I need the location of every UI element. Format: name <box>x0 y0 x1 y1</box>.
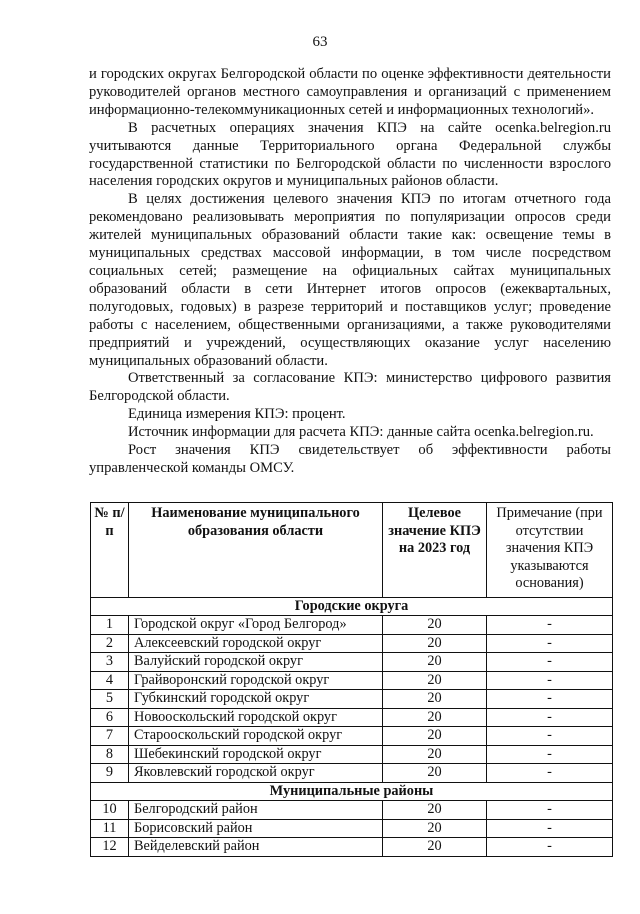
paragraph: В расчетных операциях значения КПЭ на сайте ocenka.belregion.ru учитываются данные Территориального органа Федеральной службы государственной статистики по Белгородской области по численности взрослого населения городских округов и муниципальных районов области. <box>89 119 611 190</box>
table-row <box>91 616 613 635</box>
cell-value: 20 <box>383 616 487 635</box>
cell-name: Алексеевский городской округ <box>129 634 383 653</box>
table-row <box>91 838 613 857</box>
cell-note: - <box>487 708 613 727</box>
cell-note: - <box>487 819 613 838</box>
table-row <box>91 690 613 709</box>
cell-name: Городской округ «Город Белгород» <box>129 616 383 635</box>
table-row <box>91 671 613 690</box>
body-text <box>89 66 611 478</box>
cell-name: Губкинский городской округ <box>129 690 383 709</box>
table-row <box>91 727 613 746</box>
table-row <box>91 819 613 838</box>
table-row <box>91 764 613 783</box>
cell-name: Вейделевский район <box>129 838 383 857</box>
cell-value: 20 <box>383 671 487 690</box>
section-row <box>91 782 613 801</box>
table-row <box>91 745 613 764</box>
table-body <box>91 597 613 856</box>
cell-note: - <box>487 634 613 653</box>
cell-value: 20 <box>383 690 487 709</box>
cell-value: 20 <box>383 708 487 727</box>
cell-num: 9 <box>91 764 129 783</box>
cell-value: 20 <box>383 634 487 653</box>
paragraph: Рост значения КПЭ свидетельствует об эффективности работы управленческой команды ОМСУ. <box>89 442 611 476</box>
cell-value: 20 <box>383 764 487 783</box>
cell-value: 20 <box>383 653 487 672</box>
cell-value: 20 <box>383 801 487 820</box>
cell-name: Шебекинский городской округ <box>129 745 383 764</box>
cell-value: 20 <box>383 727 487 746</box>
section-title: Муниципальные районы <box>91 782 613 801</box>
table-row <box>91 634 613 653</box>
cell-name: Яковлевский городской округ <box>129 764 383 783</box>
cell-name: Борисовский район <box>129 819 383 838</box>
cell-name: Старооскольский городской округ <box>129 727 383 746</box>
cell-num: 1 <box>91 616 129 635</box>
table-row <box>91 708 613 727</box>
cell-num: 6 <box>91 708 129 727</box>
cell-note: - <box>487 764 613 783</box>
cell-name: Белгородский район <box>129 801 383 820</box>
cell-note: - <box>487 653 613 672</box>
cell-note: - <box>487 690 613 709</box>
kpi-table <box>90 502 613 857</box>
paragraph: и городских округах Белгородской области по оценке эффективности деятельности руководителей органов местного самоуправления и организаций с применением информационно-телекоммуникационных сетей и информационных технологий». <box>89 66 611 118</box>
cell-value: 20 <box>383 838 487 857</box>
cell-note: - <box>487 727 613 746</box>
cell-value: 20 <box>383 819 487 838</box>
page-number: 63 <box>312 34 328 50</box>
cell-num: 8 <box>91 745 129 764</box>
cell-note: - <box>487 801 613 820</box>
cell-value: 20 <box>383 745 487 764</box>
cell-note: - <box>487 745 613 764</box>
table-row <box>91 801 613 820</box>
paragraph: Единица измерения КПЭ: процент. <box>128 406 346 423</box>
section-title: Городские округа <box>91 597 613 616</box>
table-header-row <box>91 503 613 598</box>
paragraph: Ответственный за согласование КПЭ: министерство цифрового развития Белгородской области. <box>89 370 611 405</box>
cell-num: 11 <box>91 819 129 838</box>
table-row <box>91 653 613 672</box>
paragraph: В целях достижения целевого значения КПЭ по итогам отчетного года рекомендовано реализовывать мероприятия по популяризации опросов среди жителей муниципальных образований области такие как: освещение темы в муниципальных средствах массовой информации, в том числе посредством социальных сетей; размещение на официальных сайтах муниципальных образований области в сети Интернет итогов опросов (ежеквартальных, полугодовых, годовых) в разрезе территорий и поставщиков услуг; проведение работы с населением, общественными организациями, а также руководителями предприятий и учреждений, осуществляющих оказание услуг населению муниципальных образований области. <box>89 191 611 369</box>
cell-num: 5 <box>91 690 129 709</box>
cell-note: - <box>487 616 613 635</box>
paragraph: Источник информации для расчета КПЭ: данные сайта ocenka.belregion.ru. <box>128 424 594 441</box>
cell-note: - <box>487 671 613 690</box>
cell-name: Валуйский городской округ <box>129 653 383 672</box>
header-num: № п/п <box>91 503 129 598</box>
cell-num: 4 <box>91 671 129 690</box>
header-note: Примечание (при отсутствии значения КПЭ указываются основания) <box>487 503 613 598</box>
cell-name: Новооскольский городской округ <box>129 708 383 727</box>
section-row <box>91 597 613 616</box>
cell-num: 2 <box>91 634 129 653</box>
cell-num: 10 <box>91 801 129 820</box>
header-name: Наименование муниципального образования области <box>129 503 383 598</box>
cell-num: 7 <box>91 727 129 746</box>
cell-num: 3 <box>91 653 129 672</box>
cell-name: Грайворонский городской округ <box>129 671 383 690</box>
cell-note: - <box>487 838 613 857</box>
cell-num: 12 <box>91 838 129 857</box>
header-value: Целевое значение КПЭ на 2023 год <box>383 503 487 598</box>
